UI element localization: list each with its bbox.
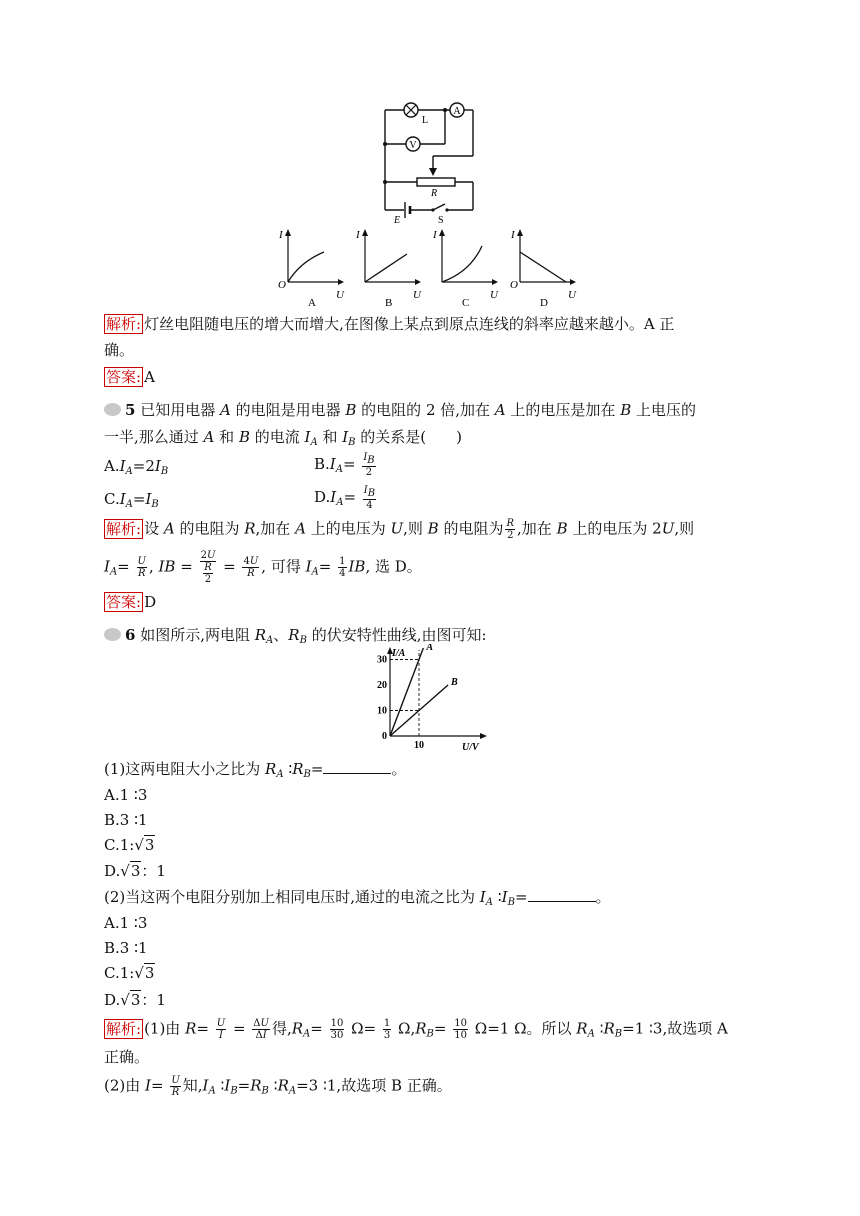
analysis-tag: 解析:	[106, 315, 142, 333]
svg-text:U: U	[490, 289, 498, 301]
y-tick-label: 30	[377, 654, 387, 666]
q6-part2-option-b: B.3 ∶1	[104, 939, 148, 957]
q5-analysis-line1: 解析: 设 A 的电阻为 R,加在 A 上的电压为 U,则 B 的电阻为 $\frac{R}{2}$ ,加在 B 上的电压为 2U,则	[106, 518, 695, 541]
q5-option-d: $D.I_A=$ $\frac{I_B}{4}$	[314, 485, 376, 511]
q5-option-c: $C.I_A=I_B$	[104, 490, 159, 510]
lamp-label: L	[422, 115, 429, 126]
q4-analysis-line1: 解析: 灯丝电阻随电压的增大而增大,在图像上某点到原点连线的斜率应越来越小。A 正	[106, 315, 675, 333]
y-tick-label: 20	[377, 680, 387, 691]
ammeter-icon	[450, 103, 464, 117]
battery-label: E	[394, 215, 401, 226]
svg-text:A: A	[308, 297, 316, 309]
q6-part1-option-a: A.1 ∶3	[104, 786, 148, 804]
q6-part1-option-c: C.1:√3	[104, 836, 155, 854]
x-tick-label: 0	[382, 731, 387, 742]
q5-number: 5	[125, 401, 136, 419]
x-axis-label: U/V	[462, 742, 479, 753]
svg-text:U: U	[336, 289, 344, 301]
q6-analysis-line3: (2)由 I= $\frac{U}{R}$ 知$,I_A$ $∶I_B=R_B$ $∶R_A=3$ ∶1,故选项 B 正确。	[104, 1075, 452, 1098]
q6-part2-option-a: A.1 ∶3	[104, 914, 148, 932]
graph-d	[510, 226, 582, 310]
svg-text:I: I	[433, 229, 437, 241]
switch-label: S	[438, 215, 444, 226]
answer-tag: 答案:	[106, 368, 142, 386]
svg-text:O: O	[278, 279, 286, 291]
lamp-icon	[404, 103, 418, 117]
q6-part2-option-d: D.√3：1	[104, 991, 166, 1009]
svg-text:U: U	[568, 289, 576, 301]
q5-answer: 答案: D	[106, 593, 157, 611]
q6-stem: 6 如图所示,两电阻 $R_A$、$R_B$ 的伏安特性曲线,由图可知:	[104, 625, 487, 651]
q5-analysis-line2: $I_A=$ $\frac{U}{R}$ , IB = $\frac{2U}{\frac{R}{2}}$ = $\frac{4U}{R}$ , 可得 $I_A=$ $\frac{1}{4}$ IB, 选 D。	[104, 550, 422, 585]
svg-text:B: B	[385, 297, 393, 309]
q6-part2-stem: (2)当这两个电阻分别加上相同电压时,通过的电流之比为 $I_A$ $∶I_B=$ 。	[104, 888, 611, 908]
graph-a	[278, 226, 350, 310]
q4-analysis-line2: 确。	[104, 341, 135, 359]
q5-option-a: $A.I_A=2I_B$	[104, 457, 169, 477]
q6-part1-option-d: D.√3：1	[104, 862, 166, 880]
series-label-A: A	[426, 644, 434, 654]
series-line-A	[390, 648, 423, 736]
q5-option-b: $B.I_A=$ $\frac{I_B}{2}$	[314, 452, 375, 478]
question-marker-icon	[104, 403, 121, 416]
graph-c	[432, 226, 504, 310]
svg-text:I: I	[279, 229, 283, 241]
graph-b	[355, 226, 427, 310]
x-axis-arrow	[480, 733, 487, 739]
q6-analysis-line1: 解析: (1)由 R= $\frac{U}{I}$ = $\frac{\Delta U}{\Delta I}$ 得$,R_A=$ $\frac{10}{30}$ Ω= $\frac{1}{3}$ $\Omega,R_B=$ $\frac{10}{10}$ Ω=1 Ω。所以 $R_A$ $∶R_B=1$ ∶3,故选项 A	[106, 1018, 728, 1041]
q4-answer: 答案: A	[106, 368, 155, 386]
q6-analysis-line2: 正确。	[104, 1048, 150, 1066]
svg-text:I: I	[511, 229, 515, 241]
svg-text:U: U	[413, 289, 421, 301]
x-tick-label: 10	[414, 740, 424, 751]
q6-part2-option-c: C.1:√3	[104, 964, 155, 982]
svg-text:V: V	[409, 140, 417, 151]
series-label-B: B	[451, 677, 458, 688]
voltmeter-icon	[406, 137, 420, 151]
circuit-diagram	[375, 98, 490, 228]
q5-stem-line2: 一半,那么通过 A 和 B 的电流 $I_A$ 和 $I_B$ 的关系是( )	[104, 428, 463, 448]
q5-stem-line1: 5 已知用电器 A 的电阻是用电器 B 的电阻的 2 倍,加在 A 上的电压是加在 B 上电压的	[104, 400, 696, 420]
answer-blank[interactable]	[528, 887, 596, 902]
rheostat-label: R	[431, 188, 438, 199]
y-tick-label: 10	[377, 705, 387, 717]
svg-text:C: C	[462, 297, 470, 309]
q6-part1-stem: (1)这两电阻大小之比为 $R_A$ $∶R_B=$ 。	[104, 760, 407, 780]
svg-text:I: I	[356, 229, 360, 241]
question-marker-icon	[104, 628, 121, 641]
y-axis-label: I/A	[392, 648, 406, 659]
q6-number: 6	[125, 626, 136, 644]
svg-text:D: D	[540, 297, 548, 309]
iu-chart	[368, 644, 490, 754]
svg-text:O: O	[510, 279, 518, 291]
answer-blank[interactable]	[323, 759, 391, 774]
svg-text:A: A	[453, 106, 461, 117]
q6-part1-option-b: B.3 ∶1	[104, 811, 148, 829]
